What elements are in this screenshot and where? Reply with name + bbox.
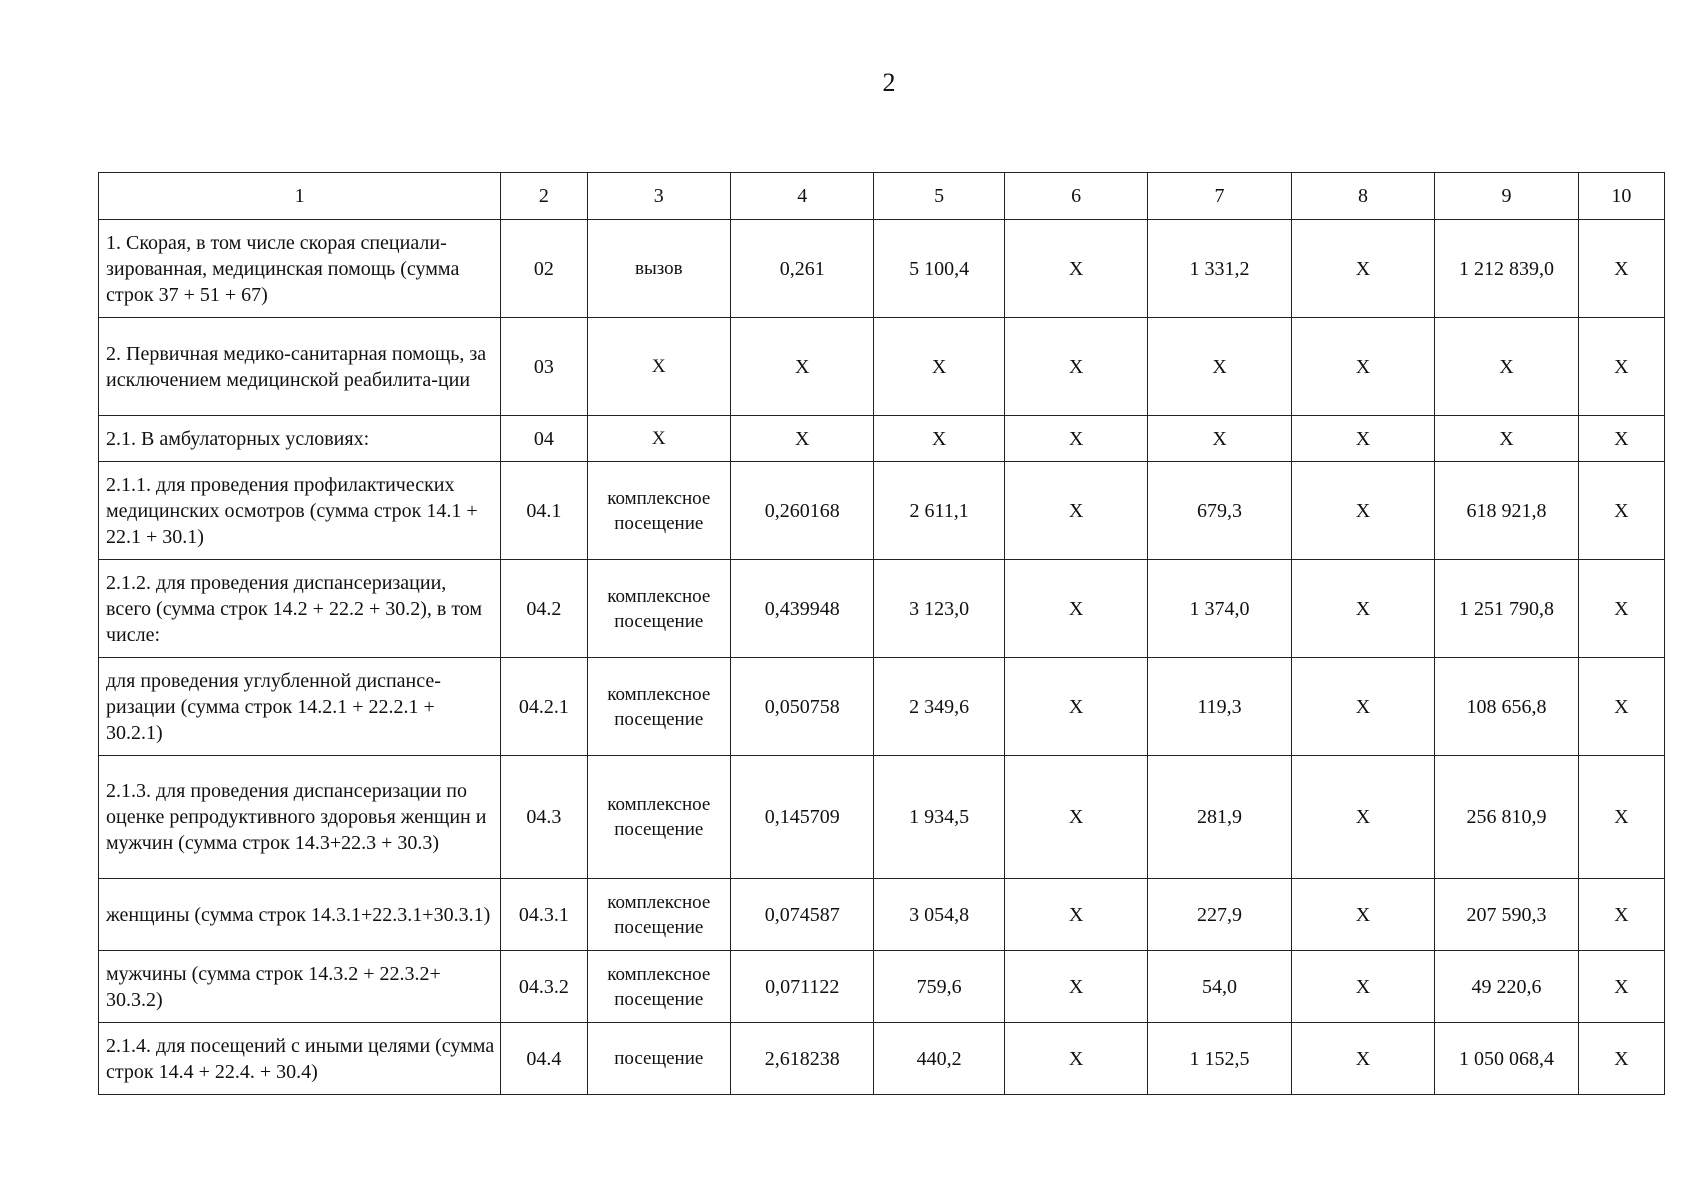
column-header: 4 [731,173,874,220]
cell-col6: X [1004,756,1147,879]
cell-col7: 54,0 [1148,951,1291,1023]
cell-col10: X [1578,951,1664,1023]
cell-col10: X [1578,756,1664,879]
cell-col8: X [1291,658,1434,756]
row-unit: комплексное посещение [587,951,730,1023]
column-header: 3 [587,173,730,220]
row-code: 04.2.1 [501,658,587,756]
cell-col5: 2 349,6 [874,658,1004,756]
cell-col7: 1 152,5 [1148,1023,1291,1095]
cell-col10: X [1578,1023,1664,1095]
cell-col6: X [1004,951,1147,1023]
row-code: 04.3.2 [501,951,587,1023]
cell-col4: 0,071122 [731,951,874,1023]
row-name: 2.1.2. для проведения диспансеризации, всего (сумма строк 14.2 + 22.2 + 30.2), в том числе: [99,560,501,658]
cell-col7: 1 331,2 [1148,220,1291,318]
column-header: 1 [99,173,501,220]
cell-col6: X [1004,658,1147,756]
cell-col4: 0,439948 [731,560,874,658]
table-row [99,879,1665,951]
row-unit: вызов [587,220,730,318]
cell-col8: X [1291,756,1434,879]
cell-col7: 119,3 [1148,658,1291,756]
row-unit: комплексное посещение [587,879,730,951]
row-unit: X [587,416,730,462]
row-name: 2.1.4. для посещений с иными целями (сумма строк 14.4 + 22.4. + 30.4) [99,1023,501,1095]
cell-col4: X [731,416,874,462]
row-name: женщины (сумма строк 14.3.1+22.3.1+30.3.1) [99,879,501,951]
cell-col6: X [1004,220,1147,318]
data-table [98,172,1665,1095]
cell-col5: X [874,318,1004,416]
cell-col4: 0,260168 [731,462,874,560]
row-code: 03 [501,318,587,416]
cell-col7: X [1148,318,1291,416]
table-row [99,220,1665,318]
cell-col8: X [1291,462,1434,560]
cell-col7: 227,9 [1148,879,1291,951]
cell-col6: X [1004,462,1147,560]
cell-col6: X [1004,416,1147,462]
row-name: мужчины (сумма строк 14.3.2 + 22.3.2+ 30.3.2) [99,951,501,1023]
row-name: 2.1. В амбулаторных условиях: [99,416,501,462]
column-header: 9 [1435,173,1578,220]
table-row [99,951,1665,1023]
cell-col10: X [1578,318,1664,416]
cell-col10: X [1578,220,1664,318]
cell-col7: 1 374,0 [1148,560,1291,658]
cell-col8: X [1291,879,1434,951]
cell-col9: 108 656,8 [1435,658,1578,756]
table-row [99,560,1665,658]
cell-col5: 1 934,5 [874,756,1004,879]
cell-col7: X [1148,416,1291,462]
cell-col5: X [874,416,1004,462]
table-row [99,416,1665,462]
table-row [99,1023,1665,1095]
row-code: 04.2 [501,560,587,658]
cell-col9: 1 251 790,8 [1435,560,1578,658]
row-name: 2.1.3. для проведения диспансеризации по оценке репродуктивного здоровья женщин и мужчин (сумма строк 14.3+22.3 + 30.3) [99,756,501,879]
row-unit: комплексное посещение [587,756,730,879]
row-name: 1. Скорая, в том числе скорая специали-зированная, медицинская помощь (сумма строк 37 + 51 + 67) [99,220,501,318]
row-unit: комплексное посещение [587,658,730,756]
table-row [99,756,1665,879]
cell-col5: 5 100,4 [874,220,1004,318]
row-unit: комплексное посещение [587,462,730,560]
cell-col9: 256 810,9 [1435,756,1578,879]
cell-col8: X [1291,220,1434,318]
cell-col4: 0,050758 [731,658,874,756]
column-header: 5 [874,173,1004,220]
row-name: 2.1.1. для проведения профилактических медицинских осмотров (сумма строк 14.1 + 22.1 + 30.1) [99,462,501,560]
cell-col5: 3 123,0 [874,560,1004,658]
cell-col6: X [1004,560,1147,658]
cell-col8: X [1291,416,1434,462]
row-code: 04.3 [501,756,587,879]
cell-col5: 3 054,8 [874,879,1004,951]
cell-col5: 440,2 [874,1023,1004,1095]
row-code: 04.3.1 [501,879,587,951]
cell-col9: 618 921,8 [1435,462,1578,560]
row-name: для проведения углубленной диспансе-ризации (сумма строк 14.2.1 + 22.2.1 + 30.2.1) [99,658,501,756]
row-code: 02 [501,220,587,318]
cell-col10: X [1578,462,1664,560]
cell-col10: X [1578,658,1664,756]
cell-col6: X [1004,318,1147,416]
cell-col7: 281,9 [1148,756,1291,879]
column-header: 10 [1578,173,1664,220]
cell-col5: 759,6 [874,951,1004,1023]
cell-col5: 2 611,1 [874,462,1004,560]
column-header: 7 [1148,173,1291,220]
cell-col9: 1 050 068,4 [1435,1023,1578,1095]
cell-col4: 0,145709 [731,756,874,879]
cell-col8: X [1291,951,1434,1023]
cell-col9: X [1435,416,1578,462]
table-row [99,658,1665,756]
row-unit: комплексное посещение [587,560,730,658]
row-code: 04.4 [501,1023,587,1095]
row-code: 04.1 [501,462,587,560]
row-unit: посещение [587,1023,730,1095]
table-row [99,462,1665,560]
cell-col8: X [1291,1023,1434,1095]
page-number: 2 [882,68,896,97]
column-header: 8 [1291,173,1434,220]
table-header-row [99,173,1665,220]
cell-col7: 679,3 [1148,462,1291,560]
cell-col9: 207 590,3 [1435,879,1578,951]
cell-col4: 0,261 [731,220,874,318]
row-unit: X [587,318,730,416]
column-header: 2 [501,173,587,220]
cell-col4: 0,074587 [731,879,874,951]
column-header: 6 [1004,173,1147,220]
row-name: 2. Первичная медико-санитарная помощь, за исключением медицинской реабилита-ции [99,318,501,416]
cell-col8: X [1291,560,1434,658]
cell-col6: X [1004,879,1147,951]
cell-col8: X [1291,318,1434,416]
cell-col10: X [1578,879,1664,951]
cell-col4: 2,618238 [731,1023,874,1095]
cell-col9: X [1435,318,1578,416]
cell-col10: X [1578,416,1664,462]
row-code: 04 [501,416,587,462]
cell-col9: 49 220,6 [1435,951,1578,1023]
table-row [99,318,1665,416]
cell-col10: X [1578,560,1664,658]
cell-col6: X [1004,1023,1147,1095]
cell-col4: X [731,318,874,416]
cell-col9: 1 212 839,0 [1435,220,1578,318]
